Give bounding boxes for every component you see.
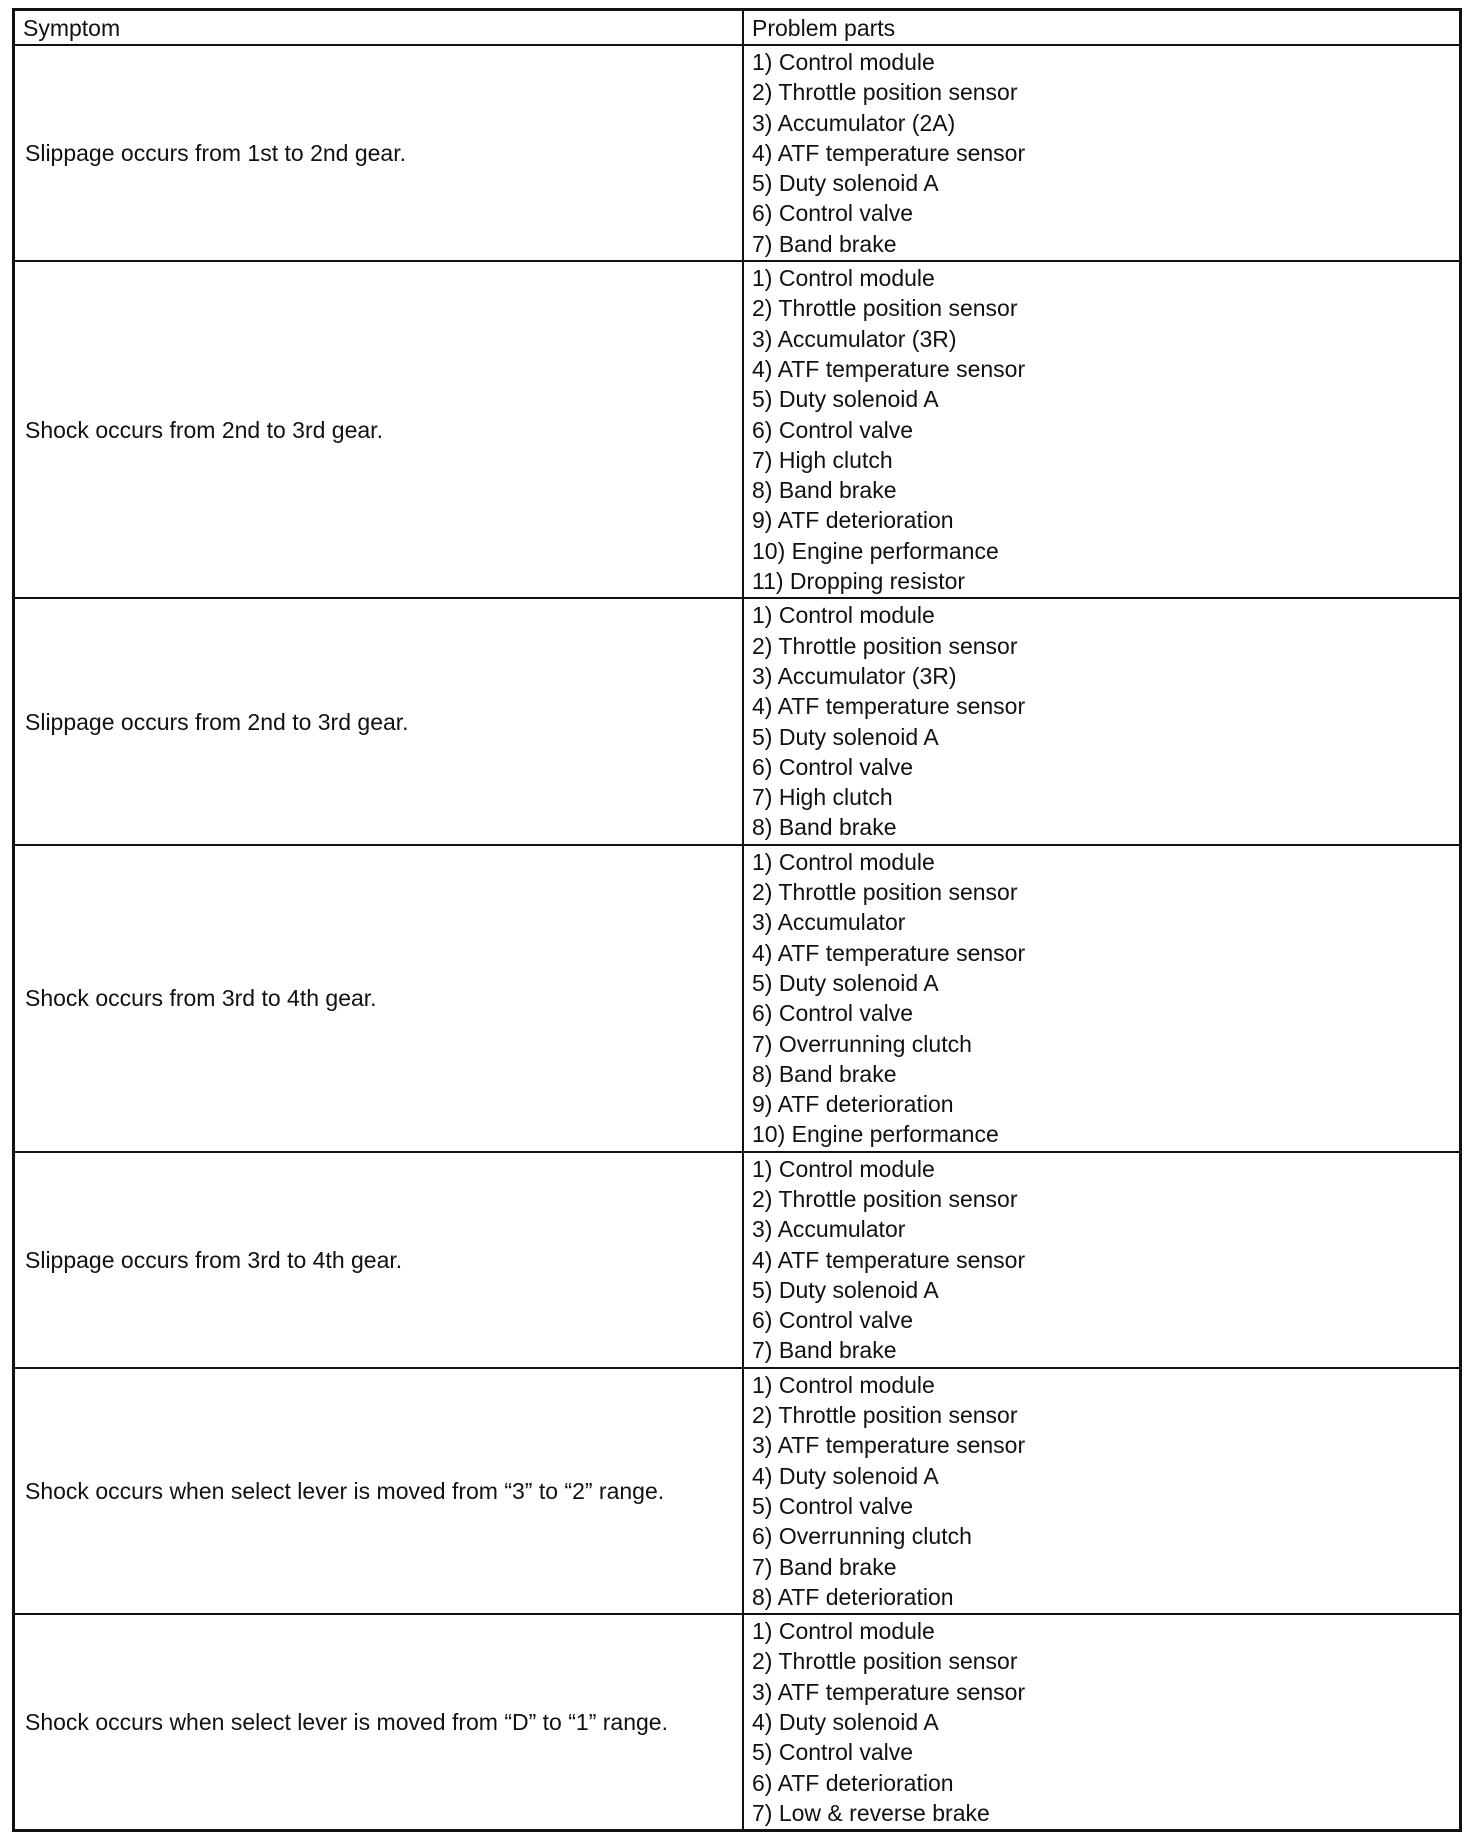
problem-part-item: 1) Control module [752,49,935,75]
problem-parts-list [752,600,1451,842]
problem-part-item: 10) Engine performance [752,537,999,564]
problem-part-item: 8) Band brake [752,477,897,504]
problem-part-item: 2) Throttle position sensor [752,879,1018,906]
problem-part-item: 4) ATF temperature sensor [752,693,1026,720]
problem-part-item: 7) High clutch [752,446,893,473]
problem-part-item: 3) ATF temperature sensor [752,1678,1026,1705]
table-row [15,261,1459,598]
problem-part-item: 3) Accumulator (2A) [752,109,956,136]
problem-part-item: 9) ATF deterioration [752,507,954,534]
problem-parts-list [752,1616,1451,1828]
problem-part-item: 1) Control module [752,602,935,629]
problem-part-item: 8) Band brake [752,1060,897,1087]
problem-part-item: 3) Accumulator (3R) [752,662,957,689]
problem-part-item: 6) Control valve [752,753,914,780]
problem-parts-cell [743,1152,1459,1368]
problem-parts-list [752,1154,1451,1366]
symptom-cell: Shock occurs when select lever is moved from “3” to “2” range. [15,1368,743,1614]
problem-parts-cell [743,45,1459,261]
problem-parts-cell [743,845,1459,1152]
problem-part-item: 1) Control module [752,1618,935,1645]
symptom-cell: Shock occurs from 2nd to 3rd gear. [15,261,743,598]
problem-part-item: 2) Throttle position sensor [752,1185,1018,1212]
problem-part-item: 5) Duty solenoid A [752,723,939,750]
problem-part-item: 3) Accumulator (3R) [752,325,957,352]
problem-part-item: 7) Band brake [752,1337,897,1364]
problem-part-item: 5) Control valve [752,1492,914,1519]
problem-part-item: 6) Control valve [752,1000,914,1027]
problem-parts-cell [743,1614,1459,1829]
problem-part-item: 7) High clutch [752,784,893,811]
problem-part-item: 3) Accumulator [752,909,906,936]
problem-part-item: 6) Control valve [752,1307,914,1334]
problem-parts-list [752,47,1451,259]
problem-part-item: 5) Duty solenoid A [752,170,939,197]
symptom-cell: Shock occurs when select lever is moved from “D” to “1” range. [15,1614,743,1829]
problem-part-item: 1) Control module [752,265,935,292]
problem-part-item: 11) Dropping resistor [752,568,966,595]
problem-part-item: 2) Throttle position sensor [752,1648,1018,1675]
problem-parts-cell [743,261,1459,598]
problem-part-item: 3) Accumulator [752,1216,906,1243]
symptom-cell: Slippage occurs from 1st to 2nd gear. [15,45,743,261]
problem-part-item: 1) Control module [752,848,935,875]
symptom-column-header: Symptom [15,11,743,45]
problem-parts-list [752,263,1451,596]
problem-part-item: 5) Duty solenoid A [752,1276,939,1303]
problem-parts-column-header: Problem parts [743,11,1459,45]
problem-part-item: 6) Overrunning clutch [752,1523,972,1550]
problem-parts-list [752,1370,1451,1612]
table-row [15,45,1459,261]
problem-parts-list [752,847,1451,1150]
problem-parts-cell [743,598,1459,844]
problem-part-item: 6) Control valve [752,200,914,227]
problem-part-item: 4) ATF temperature sensor [752,355,1026,382]
problem-part-item: 6) ATF deterioration [752,1769,954,1796]
problem-part-item: 4) ATF temperature sensor [752,139,1026,166]
problem-part-item: 10) Engine performance [752,1121,999,1148]
problem-part-item: 5) Duty solenoid A [752,969,939,996]
problem-part-item: 7) Overrunning clutch [752,1030,972,1057]
table-row [15,598,1459,844]
problem-part-item: 2) Throttle position sensor [752,632,1018,659]
problem-part-item: 4) Duty solenoid A [752,1462,939,1489]
table-row [15,1614,1459,1829]
problem-part-item: 8) ATF deterioration [752,1583,954,1610]
symptom-cell: Slippage occurs from 2nd to 3rd gear. [15,598,743,844]
problem-part-item: 5) Control valve [752,1739,914,1766]
problem-part-item: 6) Control valve [752,416,914,443]
table-row [15,1152,1459,1368]
table-row [15,845,1459,1152]
problem-part-item: 9) ATF deterioration [752,1091,954,1118]
problem-part-item: 2) Throttle position sensor [752,79,1018,106]
problem-part-item: 5) Duty solenoid A [752,386,939,413]
symptom-parts-table [15,11,1459,1829]
problem-part-item: 4) ATF temperature sensor [752,1246,1026,1273]
symptom-cell: Shock occurs from 3rd to 4th gear. [15,845,743,1152]
problem-part-item: 4) Duty solenoid A [752,1709,939,1736]
problem-part-item: 1) Control module [752,1371,935,1398]
problem-parts-cell [743,1368,1459,1614]
table-row [15,1368,1459,1614]
problem-part-item: 3) ATF temperature sensor [752,1432,1026,1459]
diagnostic-table-frame [12,8,1462,1832]
problem-part-item: 7) Band brake [752,1553,897,1580]
problem-part-item: 8) Band brake [752,814,897,841]
problem-part-item: 7) Band brake [752,230,897,257]
table-header-row [15,11,1459,45]
problem-part-item: 4) ATF temperature sensor [752,939,1026,966]
problem-part-item: 1) Control module [752,1155,935,1182]
problem-part-item: 2) Throttle position sensor [752,295,1018,322]
table-body [15,45,1459,1829]
problem-part-item: 7) Low & reverse brake [752,1799,990,1826]
problem-part-item: 2) Throttle position sensor [752,1402,1018,1429]
symptom-cell: Slippage occurs from 3rd to 4th gear. [15,1152,743,1368]
